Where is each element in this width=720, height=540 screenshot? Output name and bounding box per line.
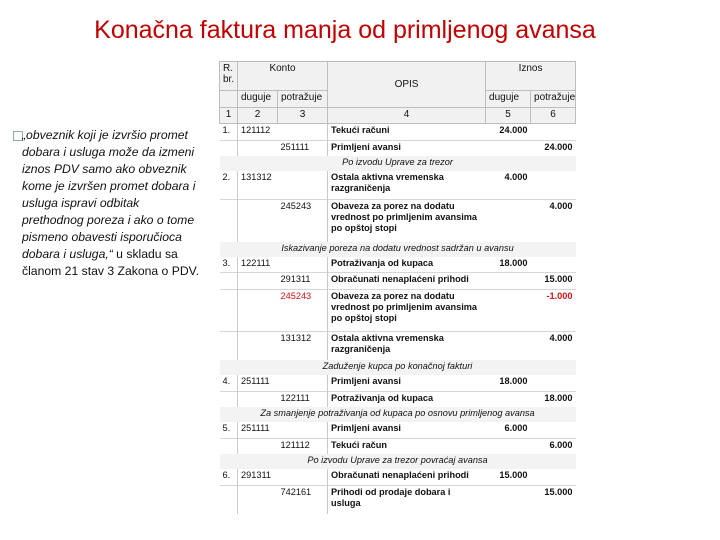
ledger-table xyxy=(219,61,576,514)
section-caption-row xyxy=(220,454,576,469)
journal-entry-row xyxy=(220,289,576,331)
legal-reference: u skladu sa članom 21 stav 3 Zakona o PDV. xyxy=(22,247,200,278)
entry-number xyxy=(220,289,238,331)
section-caption-row xyxy=(220,156,576,171)
entry-number xyxy=(220,200,238,242)
legal-quote: „obveznik koji je izvršio promet dobara i usluga može da izmeni iznos PDV samo ako obveznik kome je izvršen promet dobara i usluga ispravi odbitak prethodnog poreza i ako o tome pismeno obavesti isporučioca dobara i usluga,“ xyxy=(22,128,196,261)
entry-number xyxy=(220,140,238,156)
entry-description: Obračunati nenaplaćeni prihodi xyxy=(331,470,469,481)
header-iznos-duguje: duguje xyxy=(486,91,531,107)
section-caption: Iskazivanje poreza na dodatu vrednost sadržan u avansu xyxy=(220,242,576,257)
column-number-row xyxy=(220,107,576,123)
journal-entry-row xyxy=(220,391,576,407)
entry-number: 2. xyxy=(220,171,238,200)
konto-duguje: 251111 xyxy=(241,376,270,387)
journal-entry-row xyxy=(220,257,576,273)
col-number: 6 xyxy=(531,107,576,123)
page-title: Konačna faktura manja od primljenog avansa xyxy=(94,16,596,44)
amount-duguje xyxy=(486,485,531,514)
amount-duguje xyxy=(486,331,531,360)
entry-description: Obaveza za porez na dodatu vrednost po primljenim avansima po opštoj stopi xyxy=(328,200,486,242)
journal-entry-row xyxy=(220,469,576,485)
header-row-top xyxy=(220,62,576,91)
section-caption-row xyxy=(220,407,576,422)
amount-potrazuje xyxy=(531,171,576,200)
amount-potrazuje xyxy=(531,469,576,485)
konto-potrazuje: 131312 xyxy=(278,331,328,360)
konto-duguje xyxy=(238,485,278,514)
konto-potrazuje: 245243 xyxy=(278,200,328,242)
amount-duguje: 24.000 xyxy=(499,125,528,136)
entry-number xyxy=(220,438,238,454)
entry-number xyxy=(220,391,238,407)
konto-duguje xyxy=(238,200,278,242)
header-konto-duguje: duguje xyxy=(238,91,278,107)
konto-duguje xyxy=(238,438,278,454)
entry-description: Obaveza za porez na dodatu vrednost po primljenim avansima po opštoj stopi xyxy=(328,289,486,331)
konto-duguje xyxy=(238,273,278,289)
amount-duguje: 18.000 xyxy=(499,376,528,387)
col-number: 1 xyxy=(220,107,238,123)
konto-potrazuje: 121112 xyxy=(278,438,328,454)
journal-entry-row xyxy=(220,124,576,140)
entry-description: Tekući račun xyxy=(328,438,486,454)
amount-potrazuje: 15.000 xyxy=(531,485,576,514)
journal-entry-row xyxy=(220,273,576,289)
legal-note xyxy=(22,127,202,280)
amount-potrazuje: 4.000 xyxy=(531,331,576,360)
amount-potrazuje xyxy=(531,257,576,273)
amount-duguje: 4.000 xyxy=(504,172,528,183)
entry-number xyxy=(220,331,238,360)
entry-number: 4. xyxy=(220,375,238,391)
konto-potrazuje xyxy=(278,375,328,391)
amount-duguje xyxy=(486,391,531,407)
konto-duguje: 291311 xyxy=(241,470,271,481)
konto-duguje xyxy=(238,140,278,156)
amount-potrazuje: 6.000 xyxy=(531,438,576,454)
konto-potrazuje xyxy=(278,422,328,438)
journal-entry-row xyxy=(220,200,576,242)
section-caption: Zaduženje kupca po konačnoj fakturi xyxy=(220,360,576,375)
konto-potrazuje: 251111 xyxy=(278,140,328,156)
amount-duguje xyxy=(486,438,531,454)
konto-potrazuje: 122111 xyxy=(278,391,328,407)
section-caption: Za smanjenje potraživanja od kupaca po osnovu primljenog avansa xyxy=(220,407,576,422)
konto-potrazuje: 742161 xyxy=(278,485,328,514)
amount-duguje: 6.000 xyxy=(504,423,528,434)
amount-duguje: 18.000 xyxy=(499,257,528,268)
konto-duguje: 251111 xyxy=(241,423,270,434)
konto-potrazuje: 291311 xyxy=(278,273,328,289)
amount-duguje xyxy=(486,273,531,289)
amount-duguje: 15.000 xyxy=(499,470,528,481)
entry-number: 1. xyxy=(220,124,238,140)
amount-potrazuje: -1.000 xyxy=(531,289,576,331)
journal-entry-row xyxy=(220,331,576,360)
konto-potrazuje xyxy=(278,171,328,200)
header-iznos: Iznos xyxy=(486,62,576,91)
amount-potrazuje xyxy=(531,375,576,391)
amount-potrazuje: 4.000 xyxy=(531,200,576,242)
konto-potrazuje xyxy=(278,257,328,273)
entry-number: 5. xyxy=(220,422,238,438)
section-caption: Po izvodu Uprave za trezor xyxy=(220,156,576,171)
entry-description: Primljeni avansi xyxy=(331,423,401,434)
entry-description: Primljeni avansi xyxy=(328,140,486,156)
konto-duguje xyxy=(238,391,278,407)
section-caption-row xyxy=(220,242,576,257)
journal-entry-row xyxy=(220,485,576,514)
journal-entry-row xyxy=(220,375,576,391)
entry-description: Tekući računi xyxy=(331,125,390,136)
konto-duguje: 131312 xyxy=(241,172,272,183)
entry-number: 3. xyxy=(220,257,238,273)
konto-potrazuje xyxy=(278,469,328,485)
section-caption: Po izvodu Uprave za trezor povraćaj avansa xyxy=(220,454,576,469)
journal-entry-row xyxy=(220,171,576,200)
col-number: 3 xyxy=(278,107,328,123)
konto-duguje xyxy=(238,331,278,360)
entry-description: Obračunati nenaplaćeni prihodi xyxy=(328,273,486,289)
entry-description: Prihodi od prodaje dobara i usluga xyxy=(328,485,486,514)
amount-potrazuje: 18.000 xyxy=(531,391,576,407)
col-number: 2 xyxy=(238,107,278,123)
amount-potrazuje: 24.000 xyxy=(531,140,576,156)
section-caption-row xyxy=(220,360,576,375)
entry-number xyxy=(220,485,238,514)
entry-number: 6. xyxy=(220,469,238,485)
col-number: 5 xyxy=(486,107,531,123)
entry-number xyxy=(220,273,238,289)
konto-potrazuje: 245243 xyxy=(278,289,328,331)
konto-duguje xyxy=(238,289,278,331)
header-konto: Konto xyxy=(238,62,328,91)
col-number: 4 xyxy=(328,107,486,123)
amount-potrazuje xyxy=(531,422,576,438)
header-konto-potrazuje: potražuje xyxy=(278,91,328,107)
header-opis: OPIS xyxy=(328,62,486,108)
konto-duguje: 122111 xyxy=(241,257,271,268)
journal-entry-row xyxy=(220,140,576,156)
entry-description: Primljeni avansi xyxy=(331,376,401,387)
amount-duguje xyxy=(486,289,531,331)
entry-description: Ostala aktivna vremenska razgraničenja xyxy=(328,331,486,360)
konto-duguje: 121112 xyxy=(241,125,271,136)
journal-entry-row xyxy=(220,422,576,438)
entry-description: Potraživanja od kupaca xyxy=(331,257,434,268)
entry-description: Ostala aktivna vremenska razgraničenja xyxy=(331,172,444,194)
entry-description: Potraživanja od kupaca xyxy=(328,391,486,407)
amount-potrazuje: 15.000 xyxy=(531,273,576,289)
amount-potrazuje xyxy=(531,124,576,140)
header-rbr: R. br. xyxy=(220,62,238,91)
amount-duguje xyxy=(486,140,531,156)
journal-entry-row xyxy=(220,438,576,454)
konto-potrazuje xyxy=(278,124,328,140)
header-iznos-potrazuje: potražuje xyxy=(531,91,576,107)
amount-duguje xyxy=(486,200,531,242)
